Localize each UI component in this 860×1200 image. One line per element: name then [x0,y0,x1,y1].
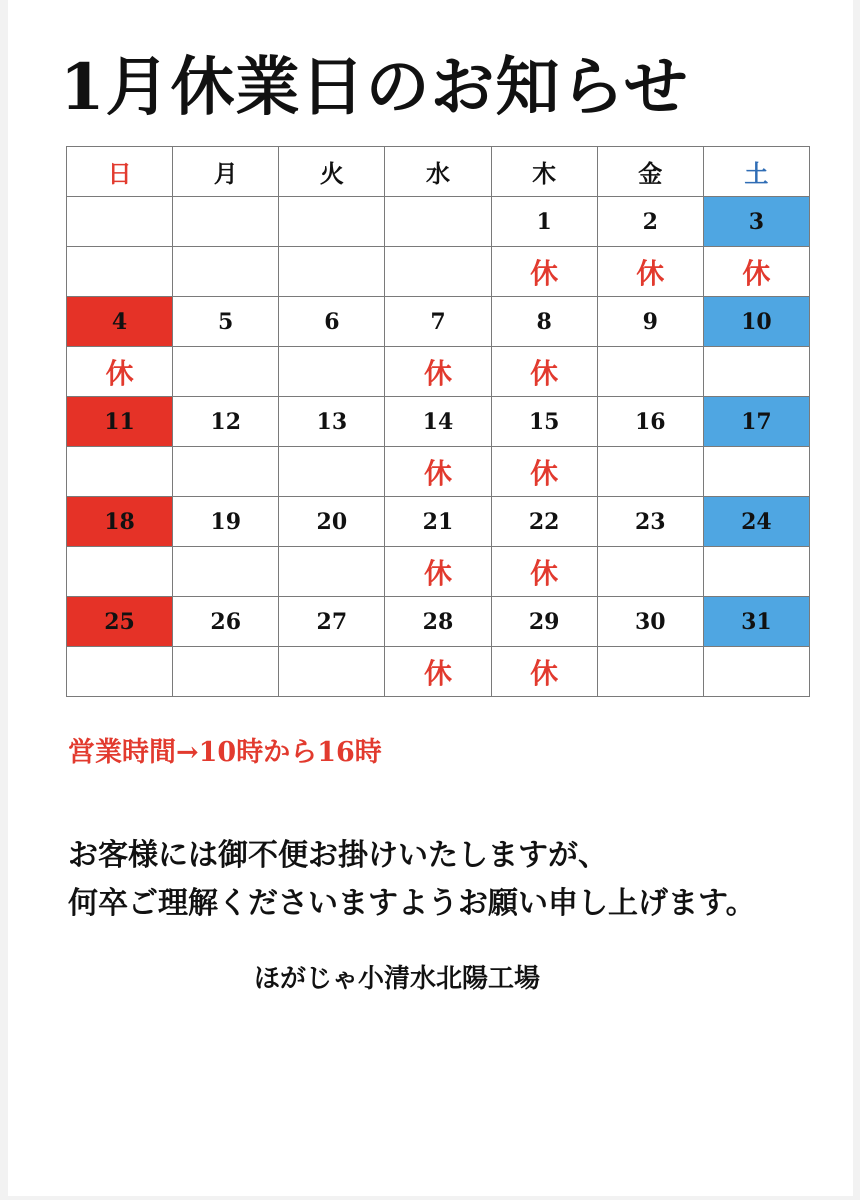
holiday-mark-cell: 休 [67,347,173,397]
date-cell: 9 [597,297,703,347]
holiday-mark-cell [597,647,703,697]
date-cell: 29 [491,597,597,647]
holiday-mark-cell [597,547,703,597]
business-hours: 営業時間→10時から16時 [68,737,382,768]
holiday-mark-cell [173,247,279,297]
date-cell: 7 [385,297,491,347]
date-cell-sunday: 11 [67,397,173,447]
date-cell: 30 [597,597,703,647]
apology-message [68,832,756,928]
date-cell: 26 [173,597,279,647]
date-cell: 15 [491,397,597,447]
holiday-mark-cell [67,647,173,697]
date-cell: 5 [173,297,279,347]
date-cell-saturday: 17 [703,397,809,447]
holiday-mark-cell: 休 [385,547,491,597]
holiday-mark-cell: 休 [491,347,597,397]
notice-sheet [8,0,853,1196]
date-cell-sunday: 25 [67,597,173,647]
holiday-mark-cell: 休 [597,247,703,297]
holiday-mark-cell [703,647,809,697]
date-cell-empty [67,197,173,247]
holiday-mark-cell [67,247,173,297]
date-cell: 21 [385,497,491,547]
weekday-saturday: 土 [703,147,809,197]
week-2-dates-row [67,297,810,347]
signature: ほがじゃ小清水北陽工場 [254,964,541,994]
weekday-monday: 月 [173,147,279,197]
holiday-mark-cell [385,247,491,297]
holiday-mark-cell [173,547,279,597]
weekday-thursday: 木 [491,147,597,197]
date-cell: 8 [491,297,597,347]
weekday-tuesday: 火 [279,147,385,197]
holiday-mark-cell [703,347,809,397]
holiday-mark-cell: 休 [703,247,809,297]
holiday-mark-cell [279,647,385,697]
holiday-mark-cell: 休 [491,247,597,297]
holiday-mark-cell [279,247,385,297]
date-cell: 23 [597,497,703,547]
date-cell: 27 [279,597,385,647]
date-cell: 1 [491,197,597,247]
date-cell: 16 [597,397,703,447]
date-cell-empty [385,197,491,247]
holiday-mark-cell: 休 [491,647,597,697]
holiday-mark-cell: 休 [385,347,491,397]
date-cell: 28 [385,597,491,647]
holiday-mark-cell: 休 [491,447,597,497]
weekday-friday: 金 [597,147,703,197]
apology-message-line-2: 何卒ご理解くださいますようお願い申し上げます。 [68,886,756,921]
week-3-dates-row [67,397,810,447]
week-1-holiday-row [67,247,810,297]
week-1-dates-row [67,197,810,247]
holiday-mark-cell: 休 [491,547,597,597]
holiday-mark-cell [173,447,279,497]
weekday-header-row [67,147,810,197]
holiday-mark-cell [67,447,173,497]
holiday-mark-cell [597,447,703,497]
date-cell: 14 [385,397,491,447]
week-4-dates-row [67,497,810,547]
holiday-mark-cell [703,447,809,497]
holiday-mark-cell [173,647,279,697]
week-5-dates-row [67,597,810,647]
holiday-mark-cell [173,347,279,397]
week-4-holiday-row [67,547,810,597]
week-5-holiday-row [67,647,810,697]
date-cell: 2 [597,197,703,247]
holiday-mark-cell [279,447,385,497]
holiday-mark-cell [279,547,385,597]
holiday-calendar [66,146,810,697]
page-title: 1月休業日のお知らせ [60,50,689,125]
date-cell: 12 [173,397,279,447]
date-cell-saturday: 24 [703,497,809,547]
date-cell: 13 [279,397,385,447]
date-cell-empty [173,197,279,247]
date-cell-saturday: 31 [703,597,809,647]
holiday-mark-cell: 休 [385,647,491,697]
holiday-mark-cell [597,347,703,397]
apology-message-line-1: お客様には御不便お掛けいたしますが、 [68,838,608,873]
date-cell-saturday: 3 [703,197,809,247]
holiday-mark-cell [67,547,173,597]
weekday-sunday: 日 [67,147,173,197]
date-cell: 19 [173,497,279,547]
date-cell: 22 [491,497,597,547]
date-cell: 6 [279,297,385,347]
holiday-mark-cell: 休 [385,447,491,497]
week-2-holiday-row [67,347,810,397]
date-cell-sunday: 4 [67,297,173,347]
holiday-mark-cell [703,547,809,597]
date-cell-empty [279,197,385,247]
holiday-mark-cell [279,347,385,397]
weekday-wednesday: 水 [385,147,491,197]
date-cell-sunday: 18 [67,497,173,547]
date-cell-saturday: 10 [703,297,809,347]
week-3-holiday-row [67,447,810,497]
date-cell: 20 [279,497,385,547]
